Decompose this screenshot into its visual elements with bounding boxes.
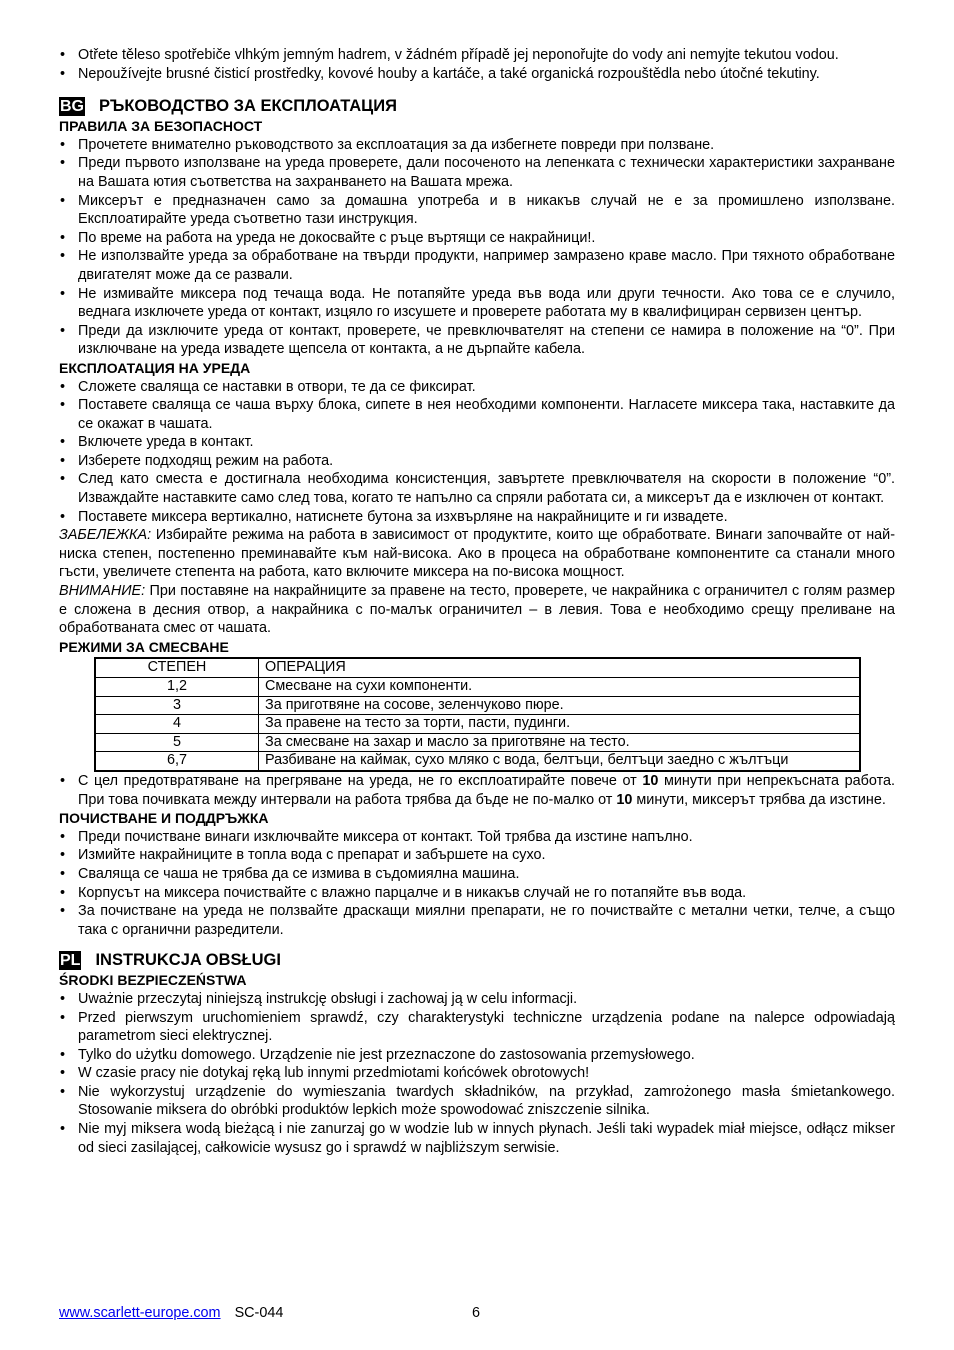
operation-cell: Разбиване на каймак, сухо мляко с вода, белтъци, белтъци заедно с жълтъци — [259, 752, 861, 771]
pl-safety-heading: ŚRODKI BEZPIECZEŃSTWA — [59, 972, 247, 989]
bg-note — [59, 526, 895, 582]
overheat-text-1: С цел предотвратяване на прегряване на уреда, не го експлоатирайте повече от — [78, 772, 643, 789]
speed-cell: 5 — [95, 733, 259, 752]
bg-safety-list — [59, 136, 895, 359]
pl-title: INSTRUKCJA OBSŁUGI — [95, 951, 281, 970]
operation-cell: Смесване на сухи компоненти. — [259, 678, 861, 697]
list-item: • Прочетете внимателно ръководството за експлоатация за да избегнете повреди при ползване. — [59, 136, 895, 155]
list-item: • Измийте накрайниците в топла вода с препарат и забършете на сухо. — [59, 846, 895, 865]
speed-cell: 6,7 — [95, 752, 259, 771]
list-item: • Nie myj miksera wodą bieżącą i nie zanurzaj go w wodzie lub w innych płynach. Jeśli taki wypadek miał miejsce, odłącz mikser od sieci zasilającej, całkowicie wysusz go i sprawdź w najbliższym serwisie. — [59, 1120, 895, 1157]
list-item: • Преди да изключите уреда от контакт, проверете, че превключвателят на степени се намира в положение на “0”. При изключване на уреда извадете щепсела от контакта, а не дърпайте кабела. — [59, 322, 895, 359]
list-item: • Przed pierwszym uruchomieniem sprawdź, czy charakterystyki techniczne urządzenia podane na nalepce odpowiadają parametrom sieci elektrycznej. — [59, 1009, 895, 1046]
bg-operation-list — [59, 378, 895, 527]
operation-cell: За смесване на захар и масло за приготвяне на тесто. — [259, 733, 861, 752]
list-item: • Nepoužívejte brusné čisticí prostředky, kovové houby a kartáče, a také organická rozpouštědla nebo útočné tekutiny. — [59, 65, 895, 84]
bg-overheat-item — [59, 772, 895, 809]
pl-language-badge: PL — [60, 951, 81, 969]
overheat-text-2: минути при непрекъсната работа. При това почивката между интервали на работа трябва да бъде не по-малко от — [78, 772, 896, 808]
table-row — [95, 715, 860, 734]
list-item: • Включете уреда в контакт. — [59, 433, 895, 452]
bg-modes-heading: РЕЖИМИ ЗА СМЕСВАНЕ — [59, 638, 229, 655]
list-item: • Поставете сваляща се чаша върху блока, сипете в нея необходими компоненти. Нагласете миксера така, наставките да се окажат в чашата. — [59, 396, 895, 433]
bg-modes-table — [94, 657, 861, 772]
pl-safety-list — [59, 990, 895, 1157]
operation-cell: За приготвяне на сосове, зеленчуково пюре. — [259, 696, 861, 715]
list-item: • Сваляща се чаша не трябва да се измива в съдомиялна машина. — [59, 865, 895, 884]
bg-cleaning-heading: ПОЧИСТВАНЕ И ПОДДРЪЖКА — [59, 810, 269, 827]
website-link[interactable]: www.scarlett-europe.com — [59, 1305, 221, 1321]
pl-section-title — [59, 949, 895, 971]
page-footer — [59, 1304, 895, 1324]
table-row — [95, 733, 860, 752]
bg-cleaning-list — [59, 828, 895, 940]
list-item: • Nie wykorzystuj urządzenie do wymieszania twardych składników, na przykład, zamrożonego masła śmietankowego. Stosowanie miksera do obróbki produktów lepkich może spowodować zniszczenie silnika. — [59, 1083, 895, 1120]
list-item: • Tylko do użytku domowego. Urządzenie nie jest przeznaczone do zastosowania przemysłowego. — [59, 1046, 895, 1065]
list-item: • Не измивайте миксера под течаща вода. Не потапяйте уреда във вода или други течности. Ако това се е случило, веднага изключете уреда от контакт, изцяло го изсушете и проверете работата му в квалифициран сервизен център. — [59, 285, 895, 322]
bg-overheat-list — [59, 772, 895, 809]
bg-language-badge: BG — [60, 97, 84, 115]
bg-attention — [59, 582, 895, 638]
cz-cleaning-list — [59, 46, 895, 83]
overheat-minutes-1: 10 — [642, 772, 659, 789]
list-item: • Поставете миксера вертикално, натиснете бутона за изхвърляне на накрайниците и ги извадете. — [59, 508, 895, 527]
bg-section-title — [59, 95, 895, 117]
list-item: • Преди почистване винаги изключвайте миксера от контакт. Той трябва да изстине напълно. — [59, 828, 895, 847]
bg-operation-heading: ЕКСПЛОАТАЦИЯ НА УРЕДА — [59, 359, 251, 376]
list-item: • По време на работа на уреда не докосвайте с ръце въртящи се накрайници!. — [59, 229, 895, 248]
speed-cell: СТЕПЕН — [95, 658, 259, 677]
table-row — [95, 696, 860, 715]
operation-cell: ОПЕРАЦИЯ — [259, 658, 861, 677]
page-content — [59, 46, 895, 1157]
speed-cell: 1,2 — [95, 678, 259, 697]
model-number: SC-044 — [234, 1305, 284, 1321]
list-item: • Не използвайте уреда за обработване на твърди продукти, например замразено краве масло. При тяхното обработване двигателят може да се развали. — [59, 247, 895, 284]
operation-cell: За правене на тесто за торти, пасти, пудинги. — [259, 715, 861, 734]
list-item: • Корпусът на миксера почиствайте с влажно парцалче и в никакъв случай не го потапяйте във вода. — [59, 884, 895, 903]
bg-title: РЪКОВОДСТВО ЗА ЕКСПЛОАТАЦИЯ — [99, 97, 397, 116]
list-item: • Изберете подходящ режим на работа. — [59, 452, 895, 471]
bg-note-text: Избирайте режима на работа в зависимост от продуктите, които ще обработвате. Винаги започвайте от най-ниска степен, постепенно преминавайте към най-висока. Ако в процеса на обработване компонентите са станали много гъсти, увеличете степента на работа, като включите миксера на по-висока мощност. — [59, 527, 895, 581]
bg-attention-text: При поставяне на накрайниците за правене на тесто, проверете, че накрайника с ограничител с голям размер е сложена в десния отвор, а накрайника с по-малък ограничител – в левия. Това е необходимо срещу преливане на обработваната смес от чашата. — [59, 583, 895, 637]
list-item: • След като сместа е достигнала необходима консистенция, завъртете превключвателя на скорости в положение “0”. Изваждайте наставките само след това, когато те напълно са спряли работата си, а миксерът да е изключен от контакт. — [59, 470, 895, 507]
bg-attention-label: ВНИМАНИЕ: — [59, 583, 146, 600]
overheat-text-3: минути, миксерът трябва да изстине. — [632, 791, 886, 808]
table-row — [95, 678, 860, 697]
overheat-minutes-2: 10 — [616, 791, 633, 808]
table-header-row — [95, 658, 860, 677]
table-row — [95, 752, 860, 771]
bg-safety-heading: ПРАВИЛА ЗА БЕЗОПАСНОСТ — [59, 118, 263, 135]
bg-note-label: ЗАБЕЛЕЖКА: — [59, 527, 152, 544]
speed-cell: 3 — [95, 696, 259, 715]
list-item: • Сложете сваляща се наставки в отвори, те да се фиксират. — [59, 378, 895, 397]
list-item: • Uważnie przeczytaj niniejszą instrukcję obsługi i zachowaj ją w celu informacji. — [59, 990, 895, 1009]
list-item: • За почистване на уреда не ползвайте драскащи миялни препарати, не го почиствайте с метални четки, телче, а също така с органични разредители. — [59, 902, 895, 939]
list-item: • Otřete těleso spotřebiče vlhkým jemným hadrem, v žádném případě jej neponořujte do vody ani nemyjte tekutou vodou. — [59, 46, 895, 65]
page-number: 6 — [472, 1305, 481, 1321]
list-item: • Миксерът е предназначен само за домашна употреба и в никакъв случай не е за промишлено използване. Експлоатирайте уреда съответно тази инструкция. — [59, 192, 895, 229]
list-item: • W czasie pracy nie dotykaj ręką lub innymi przedmiotami końcówek obrotowych! — [59, 1064, 895, 1083]
speed-cell: 4 — [95, 715, 259, 734]
list-item: • Преди първото използване на уреда проверете, дали посоченото на лепенката с технически характеристики захранване на Вашата ютия съответства на захранването на Вашата мрежа. — [59, 154, 895, 191]
